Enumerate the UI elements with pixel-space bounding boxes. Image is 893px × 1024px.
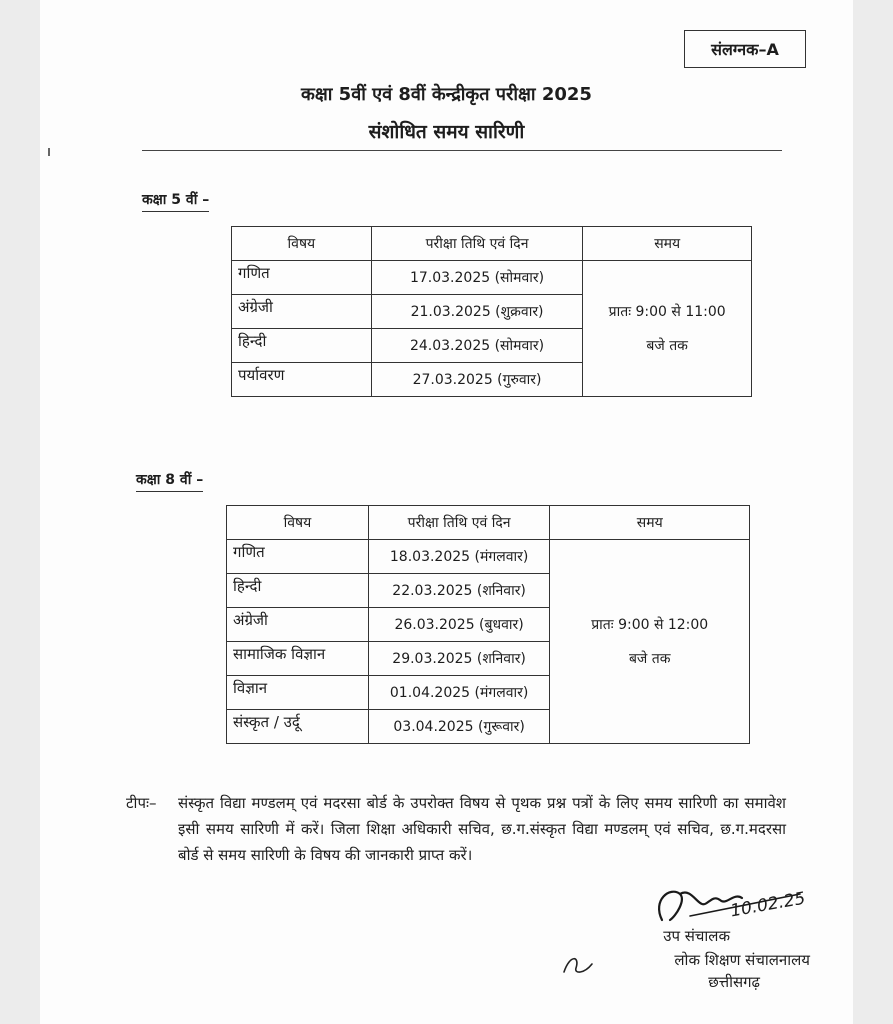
- subject-cell: हिन्दी: [227, 574, 369, 608]
- date-cell: 01.04.2025 (मंगलवार): [368, 676, 550, 710]
- signatory-state: छत्तीसगढ़: [708, 973, 760, 991]
- header-date: परीक्षा तिथि एवं दिन: [368, 506, 550, 540]
- time-suffix: बजे तक: [646, 337, 688, 354]
- date-cell: 27.03.2025 (गुरुवार): [371, 363, 583, 397]
- class5-heading: कक्षा 5 वीं –: [142, 190, 209, 212]
- document-subtitle: संशोधित समय सारिणी: [368, 121, 525, 143]
- date-cell: 17.03.2025 (सोमवार): [371, 261, 583, 295]
- subject-cell: पर्यावरण: [232, 363, 372, 397]
- class8-schedule-table: [226, 505, 750, 744]
- subject-cell: अंग्रेजी: [227, 608, 369, 642]
- subject-cell: गणित: [227, 540, 369, 574]
- subject-cell: हिन्दी: [232, 329, 372, 363]
- class5-schedule-table: [231, 226, 752, 397]
- header-subject: विषय: [227, 506, 369, 540]
- header-time: समय: [550, 506, 750, 540]
- time-text: प्रातः 9:00 से 11:00: [608, 303, 726, 320]
- date-cell: 26.03.2025 (बुधवार): [368, 608, 550, 642]
- date-cell: 03.04.2025 (गुरूवार): [368, 710, 550, 744]
- header-date: परीक्षा तिथि एवं दिन: [371, 227, 583, 261]
- class8-heading: कक्षा 8 वीं –: [136, 470, 203, 492]
- time-cell: [550, 540, 750, 744]
- margin-mark: [48, 148, 50, 156]
- date-cell: 21.03.2025 (शुक्रवार): [371, 295, 583, 329]
- document-page: [40, 0, 853, 1024]
- annexure-box: संलग्नक–A: [684, 30, 806, 68]
- time-text: प्रातः 9:00 से 12:00: [591, 616, 709, 633]
- date-cell: 22.03.2025 (शनिवार): [368, 574, 550, 608]
- table-header-row: [227, 506, 750, 540]
- table-row: [232, 261, 752, 295]
- title-divider: [142, 150, 782, 151]
- signature-date: 10.02.25: [728, 888, 807, 922]
- header-subject: विषय: [232, 227, 372, 261]
- signatory-office: लोक शिक्षण संचालनालय: [674, 951, 810, 969]
- time-suffix: बजे तक: [628, 650, 671, 667]
- subject-cell: संस्कृत / उर्दू: [227, 710, 369, 744]
- subject-cell: सामाजिक विज्ञान: [227, 642, 369, 676]
- note-block: [126, 790, 786, 868]
- table-header-row: [232, 227, 752, 261]
- time-cell: [583, 261, 752, 397]
- subject-cell: विज्ञान: [227, 676, 369, 710]
- subject-cell: गणित: [232, 261, 372, 295]
- subject-cell: अंग्रेजी: [232, 295, 372, 329]
- note-label: टीपः–: [126, 794, 157, 812]
- table-row: [227, 540, 750, 574]
- note-text: संस्कृत विद्या मण्डलम् एवं मदरसा बोर्ड के उपरोक्त विषय से पृथक प्रश्न पत्रों के लिए समय सारिणी का समावेश इसी समय सारिणी में करें। जिला शिक्षा अधिकारी सचिव, छ.ग.संस्कृत विद्या मण्डलम् एवं सचिव, छ.ग.मदरसा बोर्ड से समय सारिणी के विषय की जानकारी प्राप्त करें।: [178, 794, 786, 864]
- signatory-designation: उप संचालक: [663, 927, 730, 945]
- date-cell: 18.03.2025 (मंगलवार): [368, 540, 550, 574]
- date-cell: 29.03.2025 (शनिवार): [368, 642, 550, 676]
- header-time: समय: [583, 227, 752, 261]
- document-title: कक्षा 5वीं एवं 8वीं केन्द्रीकृत परीक्षा 2025: [301, 84, 592, 105]
- date-cell: 24.03.2025 (सोमवार): [371, 329, 583, 363]
